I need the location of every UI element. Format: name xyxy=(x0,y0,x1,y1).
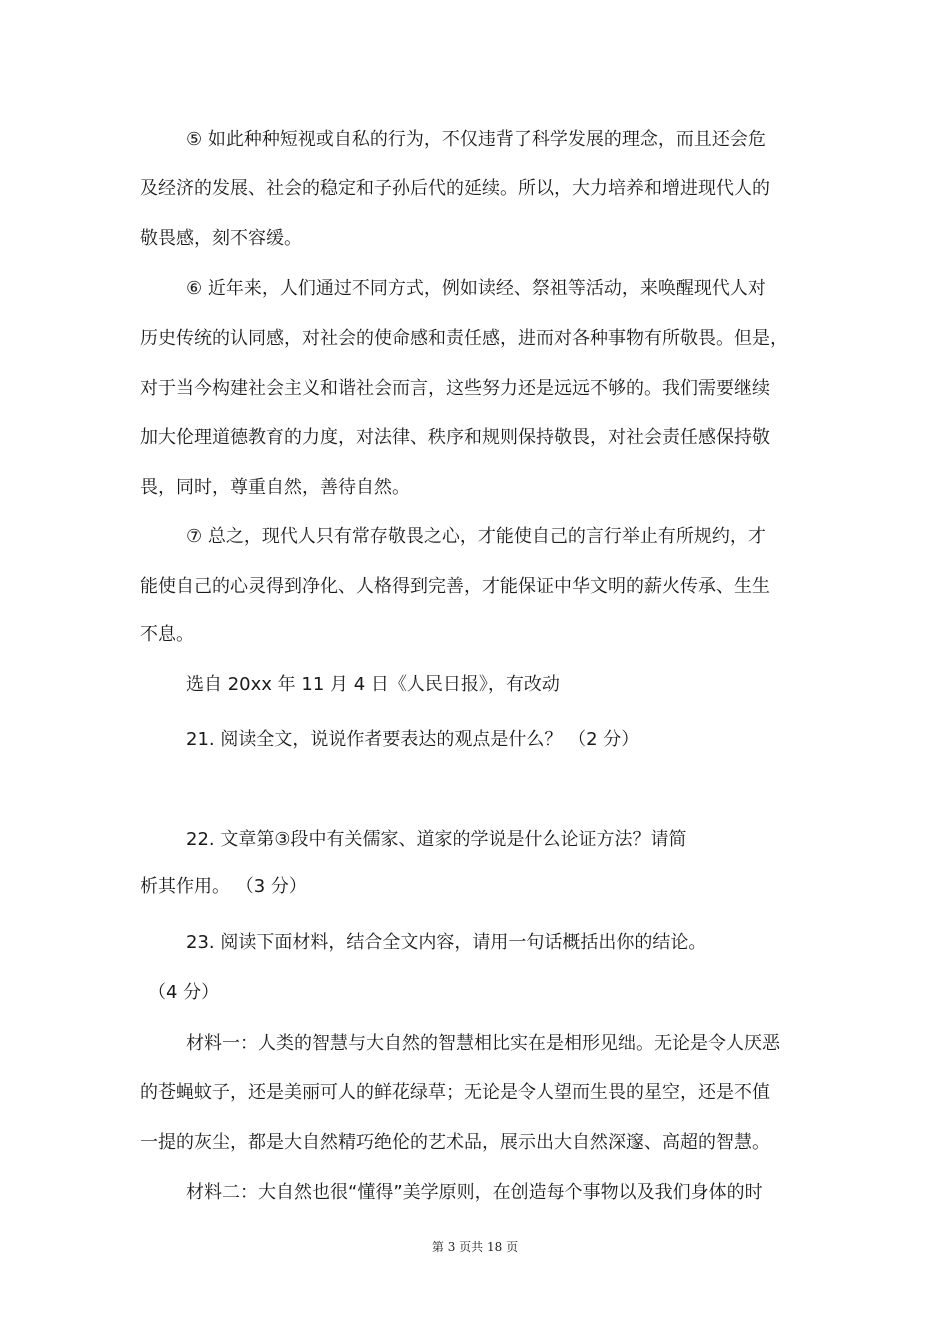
para7-line1: ⑦ 总之，现代人只有常存敬畏之心，才能使自己的言行举止有所规约，才 xyxy=(186,526,766,547)
material1-line2: 的苍蝇蚊子，还是美丽可人的鲜花绿草；无论是令人望而生畏的星空，还是不值 xyxy=(140,1082,770,1103)
para5-line1: ⑤ 如此种种短视或自私的行为，不仅违背了科学发展的理念，而且还会危 xyxy=(186,129,766,150)
material2-line1: 材料二：大自然也很“懂得”美学原则，在创造每个事物以及我们身体的时 xyxy=(186,1182,763,1203)
para6-line3: 对于当今构建社会主义和谐社会而言，这些努力还是远远不够的。我们需要继续 xyxy=(140,378,770,399)
question-22-line1: 22. 文章第③段中有关儒家、道家的学说是什么论证方法？请简 xyxy=(186,829,687,850)
source-line: 选自 20xx 年 11 月 4 日《人民日报》，有改动 xyxy=(186,674,560,695)
para7-line3: 不息。 xyxy=(140,624,194,645)
para5-line2: 及经济的发展、社会的稳定和子孙后代的延续。所以，大力培养和增进现代人的 xyxy=(140,178,770,199)
question-23-line2: （4 分） xyxy=(148,982,220,1003)
para6-line4: 加大伦理道德教育的力度，对法律、秩序和规则保持敬畏，对社会责任感保持敬 xyxy=(140,427,770,448)
question-23-line1: 23. 阅读下面材料，结合全文内容，请用一句话概括出你的结论。 xyxy=(186,932,707,953)
page-footer: 第 3 页共 18 页 xyxy=(431,1240,519,1254)
para6-line1: ⑥ 近年来，人们通过不同方式，例如读经、祭祖等活动，来唤醒现代人对 xyxy=(186,278,766,299)
question-21: 21. 阅读全文，说说作者要表达的观点是什么？ （2 分） xyxy=(186,729,640,750)
material1-line1: 材料一：人类的智慧与大自然的智慧相比实在是相形见绌。无论是令人厌恶 xyxy=(186,1033,780,1054)
para7-line2: 能使自己的心灵得到净化、人格得到完善，才能保证中华文明的薪火传承、生生 xyxy=(140,576,770,597)
material1-line3: 一提的灰尘，都是大自然精巧绝伦的艺术品，展示出大自然深邃、高超的智慧。 xyxy=(140,1132,770,1153)
para6-line2: 历史传统的认同感，对社会的使命感和责任感，进而对各种事物有所敬畏。但是， xyxy=(140,328,788,349)
para6-line5: 畏，同时，尊重自然，善待自然。 xyxy=(140,477,410,498)
para5-line3: 敬畏感，刻不容缓。 xyxy=(140,228,302,249)
question-22-line2: 析其作用。 （3 分） xyxy=(140,876,307,897)
